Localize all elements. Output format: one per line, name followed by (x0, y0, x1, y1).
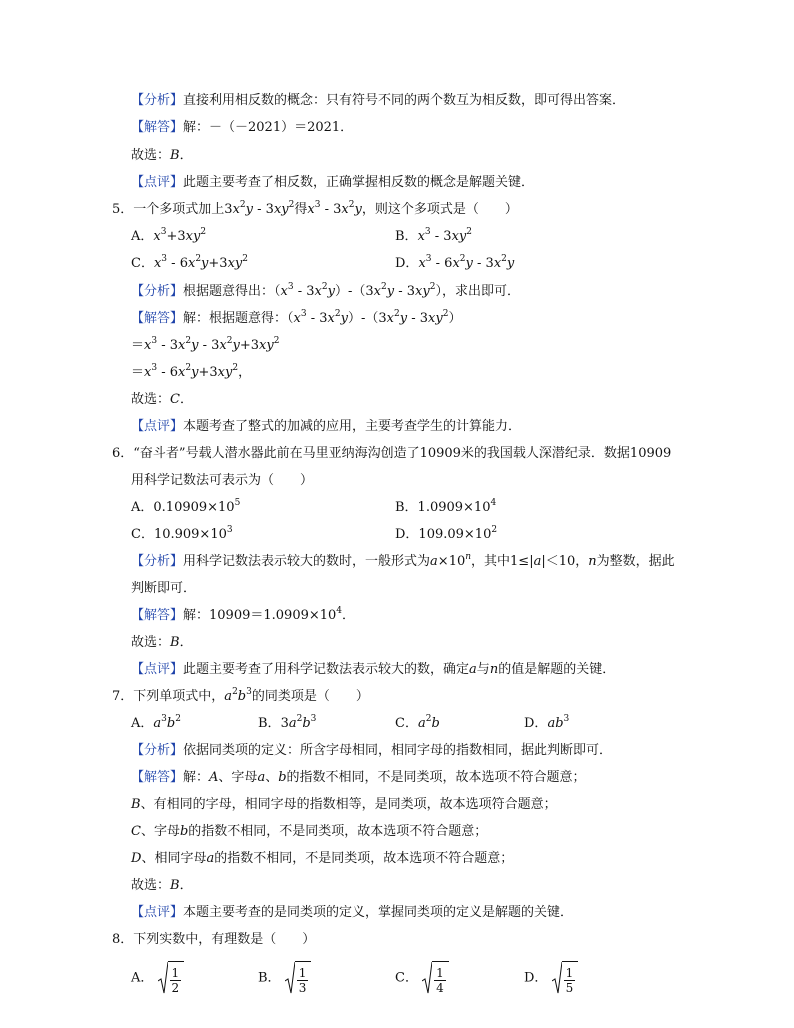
q5-choice: 故选：C． (131, 392, 193, 407)
q5-step2: $=x^3 - 6x^2y+3xy^2$， (131, 362, 252, 380)
sqrt-radical: $\frac{1}{5}$ (552, 961, 579, 995)
q6-options-row1 (0, 497, 794, 519)
q7-stem: 7．下列单项式中，$a^2b^3$的同类项是（ ） (112, 686, 369, 704)
q6-option-c[interactable]: C．$10.909\times 10^3$ (131, 524, 233, 542)
q7-option-c[interactable]: C．$a^2b$ (395, 713, 440, 731)
tag-solution: 【解答】 (131, 120, 184, 135)
q8-stem: 8．下列实数中，有理数是（ ） (112, 932, 316, 947)
q8-option-d[interactable]: D． $\frac{1}{5}$ (524, 961, 578, 995)
tag-analysis: 【分析】 (131, 284, 184, 299)
q6-option-a[interactable]: A．$0.10909\times 10^5$ (131, 497, 241, 515)
q8-options (0, 953, 794, 995)
tag-comment: 【点评】 (131, 419, 184, 434)
q4-solution: 【解答】解：－（－2021）＝2021． (131, 120, 354, 135)
sqrt-radical: $\frac{1}{4}$ (422, 961, 449, 995)
q4-choice: 故选：B． (131, 148, 193, 163)
q7-option-b[interactable]: B．$3a^2b^3$ (258, 713, 317, 731)
q7-solution-line4: D、相同字母a的指数不相同，不是同类项，故本选项不符合题意； (131, 851, 514, 866)
q7-option-a[interactable]: A．$a^3b^2$ (131, 713, 181, 731)
tag-solution: 【解答】 (131, 608, 184, 623)
q5-solution: 【解答】解：根据题意得：$(x^3 - 3x^2y)-(3x^2y - 3xy^2)$ (131, 308, 462, 326)
tag-solution: 【解答】 (131, 770, 184, 785)
q6-option-b[interactable]: B．$1.0909\times 10^4$ (395, 497, 497, 515)
q8-option-c[interactable]: C． $\frac{1}{4}$ (395, 961, 449, 995)
sqrt-radical: $\frac{1}{3}$ (285, 961, 312, 995)
q5-option-d[interactable]: D．$x^3 - 6x^2y - 3x^2y$ (395, 253, 515, 271)
q7-choice: 故选：B． (131, 878, 193, 893)
q6-option-d[interactable]: D．$109.09\times 10^2$ (395, 524, 498, 542)
tag-solution: 【解答】 (131, 311, 184, 326)
q8-option-b[interactable]: B． $\frac{1}{3}$ (258, 961, 311, 995)
q5-analysis: 【分析】根据题意得出：$(x^3 - 3x^2y)-(3x^2y - 3xy^2)$，求出即可． (131, 281, 520, 299)
q7-options (0, 713, 794, 735)
tag-analysis: 【分析】 (131, 743, 184, 758)
sqrt-radical: $\frac{1}{2}$ (158, 961, 185, 995)
tag-comment: 【点评】 (131, 662, 184, 677)
q6-options-row2 (0, 524, 794, 546)
q5-option-a[interactable]: A．$x^3+3xy^2$ (131, 226, 207, 244)
q7-solution-line1: 【解答】解：A、字母a、b的指数不相同，不是同类项，故本选项不符合题意； (131, 770, 586, 785)
q7-solution-line3: C、字母b的指数不相同，不是同类项，故本选项不符合题意； (131, 824, 488, 839)
q6-choice: 故选：B． (131, 635, 193, 650)
q6-analysis-line2: 判断即可． (131, 581, 197, 596)
q6-stem-line1: 6．“奋斗者”号载人潜水器此前在马里亚纳海沟创造了10909米的我国载人深潜纪录．数据10909 (112, 446, 672, 461)
q5-stem: 5．一个多项式加上$3x^2y - 3xy^2$得$x^3 - 3x^2y$，则这个多项式是（ ） (112, 199, 518, 217)
q4-comment: 【点评】此题主要考查了相反数，正确掌握相反数的概念是解题关键． (131, 175, 535, 190)
q5-options-row1 (0, 226, 794, 248)
q6-comment: 【点评】此题主要考查了用科学记数法表示较大的数，确定a与n的值是解题的关键． (131, 662, 616, 677)
tag-analysis: 【分析】 (131, 554, 184, 569)
q8-option-a[interactable]: A． $\frac{1}{2}$ (131, 961, 184, 995)
q5-step1: $=x^3 - 3x^2y - 3x^2y+3xy^2$ (131, 335, 280, 353)
q5-options-row2 (0, 253, 794, 275)
q7-option-d[interactable]: D．$ab^3$ (524, 713, 570, 731)
tag-comment: 【点评】 (131, 175, 184, 190)
q6-stem-line2: 用科学记数法可表示为（ ） (131, 473, 314, 488)
q5-option-b[interactable]: B．$x^3 - 3xy^2$ (395, 226, 472, 244)
q5-comment: 【点评】本题考查了整式的加减的应用，主要考查学生的计算能力． (131, 419, 522, 434)
q7-solution-line2: B、有相同的字母，相同字母的指数相等，是同类项，故本选项符合题意； (131, 797, 557, 812)
q4-analysis: 【分析】直接利用相反数的概念：只有符号不同的两个数互为相反数，即可得出答案． (131, 93, 626, 108)
q6-analysis-line1: 【分析】用科学记数法表示较大的数时，一般形式为$a\times 10^n$，其中1≤|a|＜10，n为整数，据此 (131, 551, 675, 569)
q7-comment: 【点评】本题主要考查的是同类项的定义，掌握同类项的定义是解题的关键． (131, 905, 574, 920)
q5-option-c[interactable]: C．$x^3 - 6x^2y+3xy^2$ (131, 253, 248, 271)
tag-comment: 【点评】 (131, 905, 184, 920)
q6-solution: 【解答】解：$10909=1.0909\times 10^4$． (131, 605, 356, 623)
q7-analysis: 【分析】依据同类项的定义：所含字母相同，相同字母的指数相同，据此判断即可． (131, 743, 613, 758)
tag-analysis: 【分析】 (131, 93, 184, 108)
